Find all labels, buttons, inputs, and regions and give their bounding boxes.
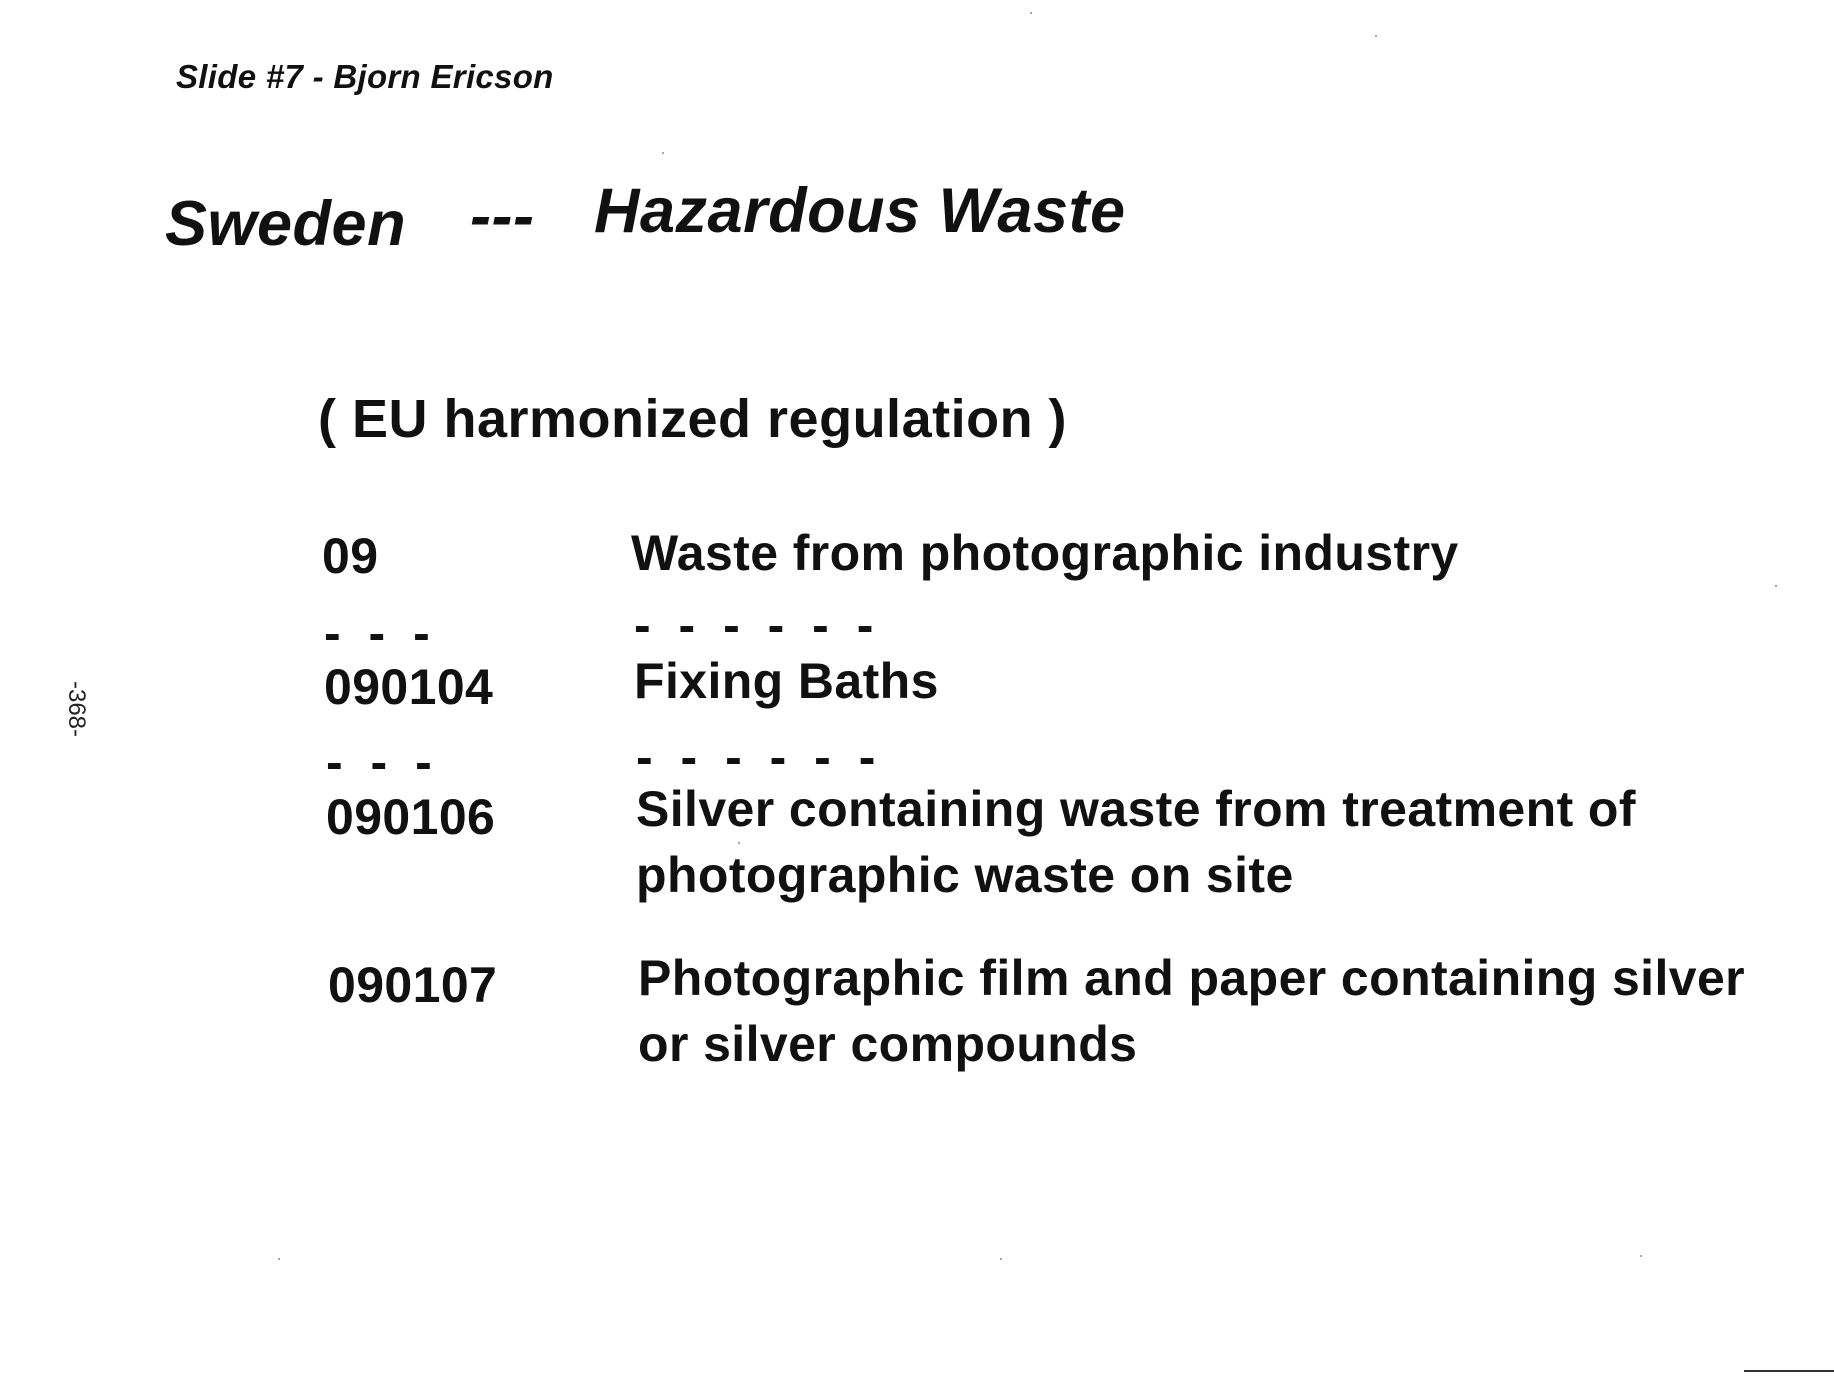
code-separator: - - -	[324, 605, 437, 661]
scan-speck	[662, 152, 664, 154]
description-separator: - - - - - -	[634, 597, 881, 653]
description-separator: - - - - - -	[636, 729, 883, 785]
entry-description: Photographic film and paper containing silver or silver compounds	[638, 950, 1746, 1072]
entry-code: 090104	[324, 659, 494, 715]
scan-edge-line	[1744, 1370, 1834, 1372]
scan-speck	[278, 1258, 280, 1260]
page-number: -368-	[63, 680, 91, 738]
entry-code: 09	[322, 528, 379, 584]
entry-code: 090106	[326, 789, 496, 845]
entry-description: Fixing Baths	[634, 653, 939, 709]
entry-code: 090107	[328, 957, 498, 1013]
entry-description: Waste from photographic industry	[631, 525, 1459, 581]
scan-speck	[1030, 12, 1032, 14]
title-country: Sweden	[165, 189, 407, 259]
scan-speck	[1775, 585, 1777, 587]
scan-speck	[738, 842, 740, 844]
subtitle: ( EU harmonized regulation )	[318, 389, 1068, 449]
title-separator: ---	[470, 181, 535, 251]
title-topic: Hazardous Waste	[594, 176, 1126, 246]
scan-speck	[1640, 1255, 1642, 1257]
code-separator: - - -	[326, 734, 439, 790]
entry-description: Silver containing waste from treatment of photographic waste on site	[636, 781, 1636, 903]
scan-speck	[1375, 35, 1377, 37]
slide-header: Slide #7 - Bjorn Ericson	[176, 58, 554, 95]
scan-speck	[1000, 1258, 1002, 1260]
